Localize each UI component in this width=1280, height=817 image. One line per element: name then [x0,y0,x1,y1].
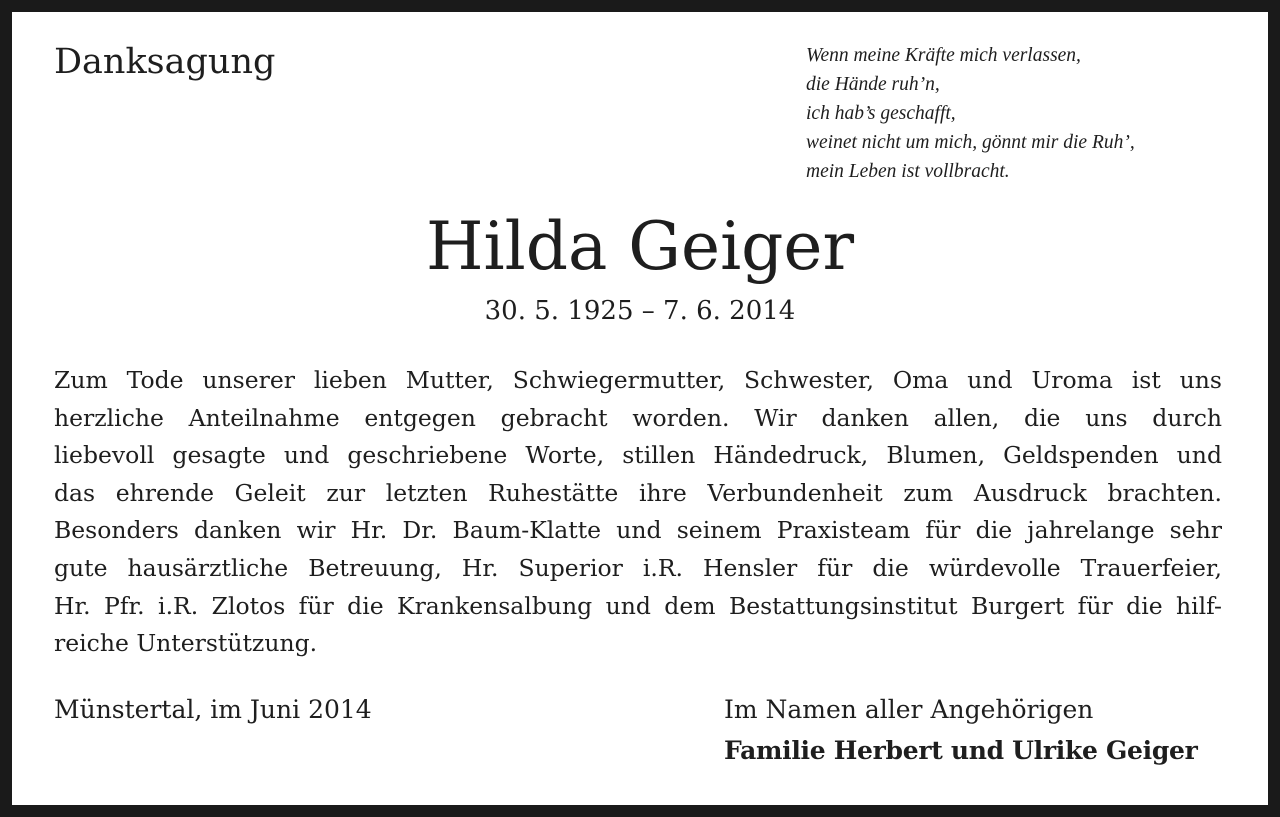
place-date: Münstertal, im Juni 2014 [54,695,372,724]
text-line: herzliche Anteilnahme entgegen gebracht worden. Wir danken allen, die uns durch [54,403,1222,432]
text-line: reiche Unterstützung. [54,629,318,658]
signature-intro: Im Namen aller Angehörigen [724,695,1094,724]
poem-line: weinet nicht um mich, gönnt mir die Ruh’, [806,132,1135,153]
poem-line: mein Leben ist vollbracht. [806,161,1010,182]
poem [806,41,1135,186]
poem-line: ich hab’s geschafft, [806,103,956,124]
text-line: Besonders danken wir Hr. Dr. Baum-Klatte und seinem Praxisteam für die jahrelange sehr [54,516,1222,545]
signature-family: Familie Herbert und Ulrike Geiger [724,736,1198,765]
life-dates: 30. 5. 1925 – 7. 6. 2014 [484,296,796,326]
poem-line: die Hände ruh’n, [806,74,940,95]
poem-line: Wenn meine Kräfte mich verlassen, [806,45,1081,66]
text-line: liebevoll gesagte und geschriebene Worte, stillen Händedruck, Blumen, Geldspenden und [54,441,1222,470]
text-line: gute hausärztliche Betreuung, Hr. Superior i.R. Hensler für die würdevolle Trauerfeier, [54,553,1222,582]
text-line: Hr. Pfr. i.R. Zlotos für die Krankensalbung und dem Bestattungsinstitut Burgert für die hilf- [54,591,1222,620]
thank-you-text [54,362,1222,663]
heading: Danksagung [54,42,276,82]
text-line: Zum Tode unserer lieben Mutter, Schwiegermutter, Schwester, Oma und Uroma ist uns [54,366,1222,394]
obituary-notice [12,12,1268,805]
deceased-name: Hilda Geiger [425,208,855,285]
text-line: das ehrende Geleit zur letzten Ruhestätte ihre Verbundenheit zum Ausdruck brachten. [54,478,1222,507]
